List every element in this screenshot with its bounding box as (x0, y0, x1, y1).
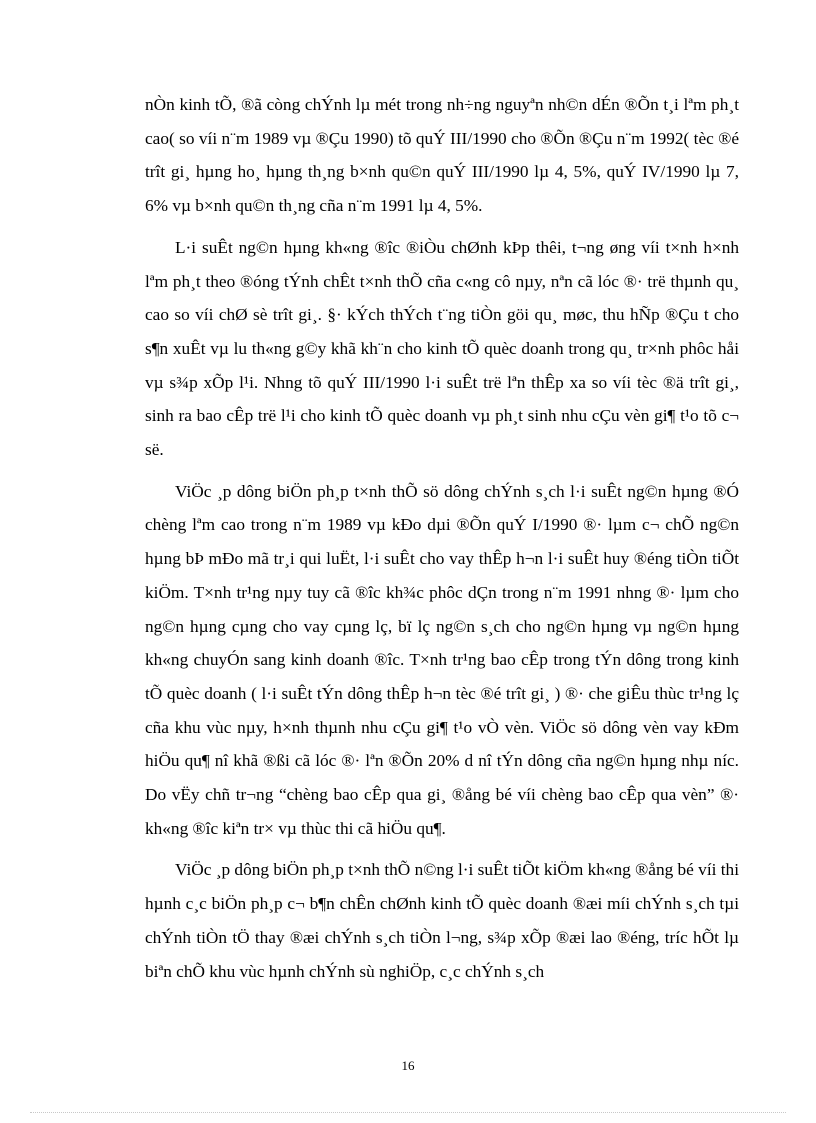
paragraph-1: nÒn kinh tÕ, ®ã còng chÝnh lµ mét trong nh÷ng nguyªn nh©n dÉn ®Õn t¸i lªm ph¸t cao( so víi n¨m 1989 vµ ®Çu 1990) tõ quÝ III/1990 cho ®Õn ®Çu n¨m 1992( tèc ®é trît gi¸ hµng ho¸ hµng th¸ng b×nh qu©n quÝ III/1990 lµ 4, 5%, quÝ IV/1990 lµ 7, 6% vµ b×nh qu©n th¸ng cña n¨m 1991 lµ 4, 5%. (145, 95, 739, 216)
footer-divider (30, 1112, 786, 1113)
paragraph-3: ViÖc ¸p dông biÖn ph¸p t×nh thÕ sö dông chÝnh s¸ch l·i suÊt ng©n hµng ®Ó chèng lªm cao trong n¨m 1989 vµ kÐo dµi ®Õn quÝ I/1990 ®· lµm c¬ chÕ ng©n hµng bÞ mÐo mã tr¸i qui luËt, l·i suÊt cho vay thÊp h¬n l·i suÊt huy ®éng tiÒn tiÕt kiÖm. T×nh tr¹ng nµy tuy cã ®îc kh¾c phôc dÇn trong n¨m 1991 nhng ®· lµm cho ng©n hµng cµng cho vay cµng lç, bï lç ng©n s¸ch cho ng©n hµng vµ ng©n hµng kh«ng chuyÓn sang kinh doanh ®îc. T×nh tr¹ng bao cÊp trong tÝn dông trong kinh tÕ quèc doanh ( l·i suÊt tÝn dông thÊp h¬n tèc ®é trît gi¸ ) ®· che giÊu thùc tr¹ng lç cña khu vùc nµy, h×nh thµnh nhu cÇu gi¶ t¹o vÒ vèn. ViÖc sö dông vèn vay kÐm hiÖu qu¶ nî khã ®ßi cã lóc ®· lªn ®Õn 20% d nî tÝn dông cña ng©n hµng nhµ níc. Do vËy chñ tr¬ng “chèng bao cÊp qua gi¸ ®ång bé víi chèng bao cÊp qua vèn” ®· kh«ng ®îc kiªn tr× vµ thùc thi cã hiÖu qu¶. (145, 481, 739, 838)
document-body (145, 88, 739, 996)
paragraph-4: ViÖc ¸p dông biÖn ph¸p t×nh thÕ n©ng l·i suÊt tiÕt kiÖm kh«ng ®ång bé víi thi hµnh c¸c biÖn ph¸p c¬ b¶n chÊn chØnh kinh tÕ quèc doanh ®æi míi chÝnh s¸ch tµi chÝnh tiÒn tÖ thay ®æi chÝnh s¸ch tiÒn l¬ng, s¾p xÕp ®æi lao ®éng, tríc hÕt lµ biªn chÕ khu vùc hµnh chÝnh sù nghiÖp, c¸c chÝnh s¸ch (145, 860, 739, 981)
page-number: 16 (401, 1058, 415, 1073)
paragraph-2: L·i suÊt ng©n hµng kh«ng ®îc ®iÒu chØnh kÞp thêi, t¬ng øng víi t×nh h×nh lªm ph¸t theo ®óng tÝnh chÊt t×nh thÕ cña c«ng cô nµy, nªn cã lóc ®· trë thµnh qu¸ cao so víi chØ sè trît gi¸. §· kÝch thÝch t¨ng tiÒn göi qu¸ møc, thu hÑp ®Çu t cho s¶n xuÊt vµ lu th«ng g©y khã kh¨n cho kinh tÕ quèc doanh trong qu¸ tr×nh phôc håi vµ s¾p xÕp l¹i. Nhng tõ quÝ III/1990 l·i suÊt trë lªn thÊp xa so víi tèc ®ä trît gi¸, sinh ra bao cÊp trë l¹i cho kinh tÕ quèc doanh vµ ph¸t sinh nhu cÇu vèn gi¶ t¹o tõ c¬ së. (145, 237, 739, 460)
